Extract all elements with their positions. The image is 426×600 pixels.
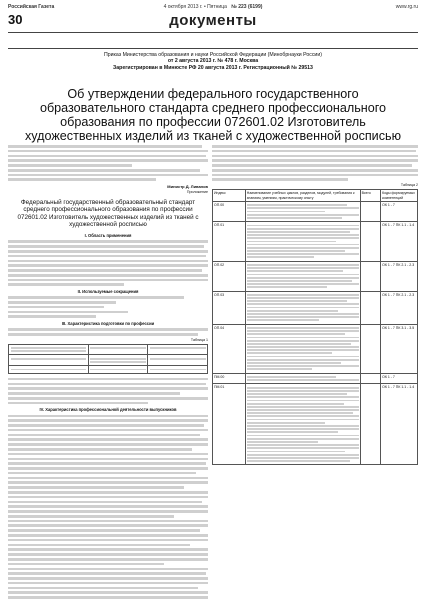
row-code: ОП.01 — [213, 222, 246, 261]
row-competencies: ОК 1 - 7 — [381, 373, 418, 384]
section-training-heading: III. Характеристика подготовки по профессии — [61, 320, 155, 326]
section-training-text — [8, 328, 208, 335]
website: www.rg.ru — [395, 4, 418, 10]
row-competencies: ОК 1 - 7 ПК 1.1 - 1.4 — [381, 384, 418, 465]
section-activity-text — [8, 415, 208, 600]
row-description — [245, 384, 360, 465]
row-competencies: ОК 1 - 7 — [381, 201, 418, 221]
minister-signature: Министр Д. Ливанов — [167, 184, 208, 190]
col-header-hours: Всего — [360, 190, 381, 202]
table-row — [213, 222, 418, 261]
section-title: документы — [169, 12, 257, 29]
col-header-codes: Коды формируемых компетенций — [381, 190, 418, 202]
row-competencies: ОК 1 - 7 ПК 1.1 - 1.4 — [381, 222, 418, 261]
row-code: ОП.00 — [213, 201, 246, 221]
order-rule — [8, 48, 418, 49]
row-competencies: ОК 1 - 7 ПК 3.1 - 3.5 — [381, 324, 418, 373]
document-title: Об утверждении федерального государственного образовательного стандарта среднего профессионального образования по профессии 072601.02 Изготовитель художественных изделий из тканей с художественной росписью — [24, 87, 402, 144]
table-row — [213, 291, 418, 324]
appendix-label: Приложение — [186, 190, 208, 195]
order-date-number: от 2 августа 2013 г. № 478 г. Москва — [167, 58, 259, 65]
table-2 — [212, 189, 418, 465]
row-description — [245, 373, 360, 384]
table-2-label: Таблица 2 — [400, 183, 418, 188]
row-description — [245, 201, 360, 221]
row-code: ОП.04 — [213, 324, 246, 373]
issue-date: 4 октября 2013 г. • Пятница — [163, 4, 227, 10]
col-header-code: Индекс — [213, 190, 246, 202]
standard-title: Федеральный государственный образовательный стандарт среднего профессионального образования по профессии 072601.02 Изготовитель художественных изделий из тканей с художественной росписью — [17, 199, 199, 228]
section-scope-heading: I. Область применения — [84, 233, 132, 239]
table-1 — [8, 344, 208, 374]
row-competencies: ОК 1 - 7 ПК 2.1 - 2.3 — [381, 291, 418, 324]
section-training-notes — [8, 378, 208, 405]
date-issue — [8, 4, 418, 10]
order-header — [20, 52, 406, 71]
row-competencies: ОК 1 - 7 ПК 2.1 - 2.3 — [381, 261, 418, 291]
row-code: ОП.03 — [213, 291, 246, 324]
row-code: ПМ.01 — [213, 384, 246, 465]
section-activity-heading: IV. Характеристика профессиональной деятельности выпускников — [39, 407, 177, 413]
table-row — [9, 355, 208, 366]
row-code: ПМ.00 — [213, 373, 246, 384]
right-intro-text — [212, 145, 418, 181]
order-registration: Зарегистрирован в Минюсте РФ 20 августа 2013 г. Регистрационный № 29513 — [113, 64, 313, 71]
row-code: ОП.02 — [213, 261, 246, 291]
col-header-name: Наименование учебных циклов, разделов, модулей, требования к знаниям, умениям, практическому опыту — [245, 190, 360, 202]
table-row — [9, 344, 208, 355]
preamble-text — [8, 145, 208, 181]
left-column — [8, 145, 208, 600]
page-number: 30 — [8, 12, 23, 27]
header-rule — [8, 32, 418, 33]
section-scope-text — [8, 240, 208, 286]
section-abbrev-heading: II. Используемые сокращения — [77, 289, 139, 295]
row-description — [245, 324, 360, 373]
table-row — [213, 261, 418, 291]
table-header-row — [213, 190, 418, 202]
table-row — [213, 384, 418, 465]
table-row — [213, 201, 418, 221]
issue-number: № 223 (6199) — [231, 4, 263, 10]
row-description — [245, 222, 360, 261]
table-row — [213, 324, 418, 373]
row-description — [245, 291, 360, 324]
row-description — [245, 261, 360, 291]
order-issuer: Приказ Министерства образования и науки Российской Федерации (Минобрнауки России) — [104, 52, 322, 58]
publication-name: Российская Газета — [8, 4, 55, 10]
right-column — [212, 145, 418, 465]
table-row — [213, 373, 418, 384]
section-abbrev-text — [8, 296, 208, 318]
top-bar — [8, 3, 418, 11]
table-row — [9, 366, 208, 374]
table-1-label: Таблица 1 — [190, 337, 208, 342]
